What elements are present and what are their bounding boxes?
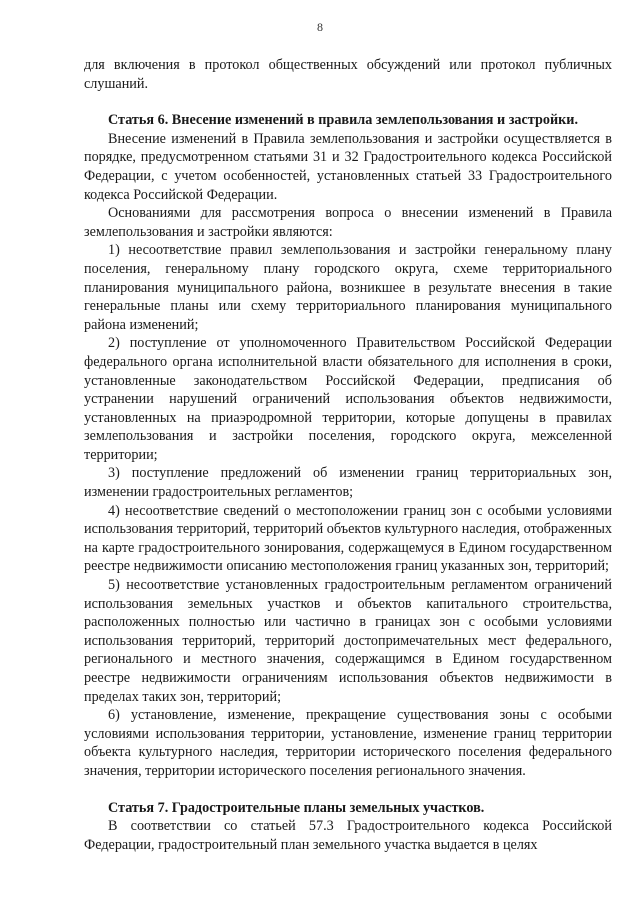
article-6-list-item: 2) поступление от уполномоченного Правительством Российской Федерации федерального органа исполнительной власти обязательного для исполнения в сроки, установленные законодательством Российской Федерации, предписания об устранении нарушений ограничений использования объектов недвижимости, установленных на приаэродромной территории, которые допущены в правилах землепользования и застройки поселения, городского округа, межселенной территории; — [84, 335, 612, 463]
article-6-list-item: 3) поступление предложений об изменении границ территориальных зон, изменении градостроительных регламентов; — [84, 465, 612, 501]
article-6-list-item: 1) несоответствие правил землепользования и застройки генеральному плану поселения, генеральному плану городского округа, схеме территориального планирования муниципального района, возникшее в результате внесения в такие генеральные планы или схему территориального планирования муниципального района изменений; — [84, 242, 612, 333]
article-6-paragraph: Основаниями для рассмотрения вопроса о внесении изменений в Правила землепользования и застройки являются: — [84, 205, 612, 240]
article-6-list-item: 5) несоответствие установленных градостроительным регламентом ограничений использования земельных участков и объектов капитального строительства, расположенных полностью или частично в границах зон с особыми условиями использования территорий, территорий достопримечательных мест федерального, регионального и местного значения, содержащимся в Едином государственном реестре недвижимости ограничениям использования объектов недвижимости в пределах таких зон, территорий; — [84, 577, 612, 705]
page-number: 8 — [317, 20, 323, 34]
article-6-list-item: 4) несоответствие сведений о местоположении границ зон с особыми условиями использования территорий, территорий объектов культурного наследия, отображенных на карте градостроительного зонирования, содержащемуся в Едином государственном реестре недвижимости описанию местоположения границ указанных зон, территорий; — [84, 502, 612, 575]
article-7-paragraph: В соответствии со статьей 57.3 Градостроительного кодекса Российской Федерации, градостроительный план земельного участка выдается в целях — [84, 818, 612, 853]
article-7-heading: Статья 7. Градостроительные планы земельных участков. — [108, 799, 485, 816]
article-6-heading: Статья 6. Внесение изменений в правила землепользования и застройки. — [108, 112, 579, 129]
article-6-list-item: 6) установление, изменение, прекращение существования зоны с особыми условиями использования территории, установление, изменение границ территории объекта культурного наследия, территории исторического поселения федерального значения, территории исторического поселения регионального значения. — [84, 707, 612, 779]
article-6-paragraph: Внесение изменений в Правила землепользования и застройки осуществляется в порядке, предусмотренном статьями 31 и 32 Градостроительного кодекса Российской Федерации, с учетом особенностей, установленных статьей 33 Градостроительного кодекса Российской Федерации. — [84, 130, 612, 203]
intro-continuation: для включения в протокол общественных обсуждений или протокол публичных слушаний. — [84, 57, 612, 92]
section-gap — [84, 93, 612, 111]
document-body — [84, 56, 612, 854]
section-gap — [84, 781, 612, 799]
